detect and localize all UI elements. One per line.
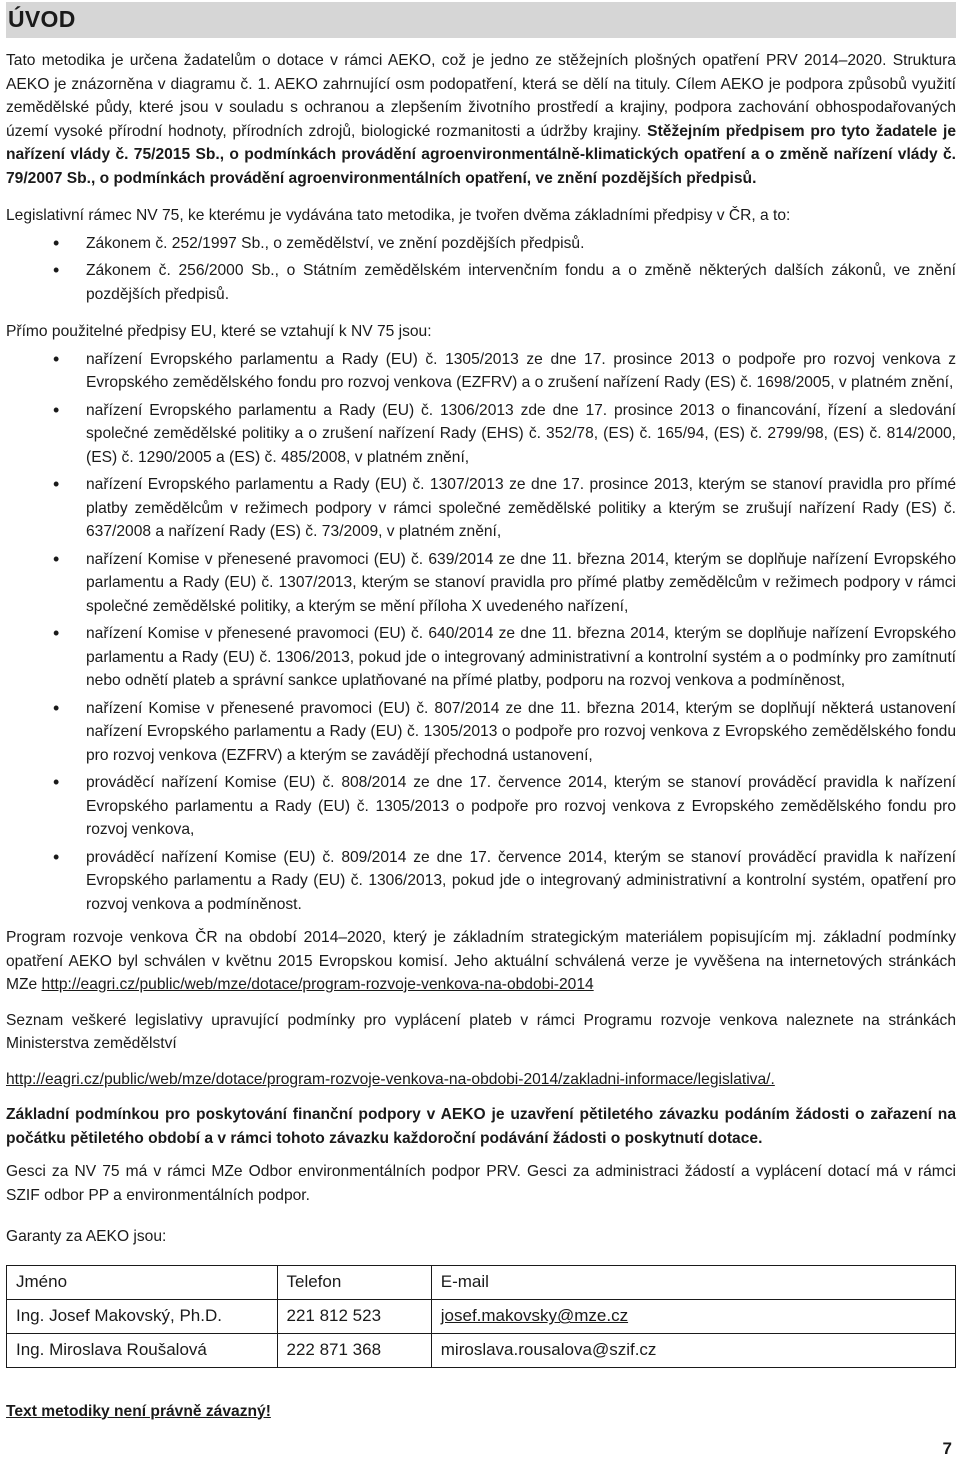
list-item: • Zákonem č. 256/2000 Sb., o Státním zemědělském intervenčním fondu a o změně některých dalších zákonů, ve znění pozdějších předpisů. — [6, 259, 956, 306]
disclaimer: Text metodiky není právně závazný! — [6, 1402, 271, 1420]
column-header-phone: Telefon — [277, 1265, 431, 1299]
guarantor-name: Ing. Josef Makovský, Ph.D. — [7, 1299, 278, 1333]
table-row — [7, 1299, 956, 1333]
intro-paragraph: Tato metodika je určena žadatelům o dotace v rámci AEKO, což je jedno ze stěžejních plošných opatření PRV 2014–2020. Struktura AEKO je znázorněna v diagramu č. 1. AEKO zahrnující osm podopatření, která se dělí na tituly. Cílem AEKO je podpora způsobů využití zemědělské půdy, které jsou v souladu s ochranou a zlepšením životního prostředí a krajiny, podpora zachování obhospodařovaných území vysoké přírodní hodnoty, přírodních zdrojů, biologické rozmanitosti a údržby krajiny. Stěžejním předpisem pro tyto žadatele je nařízení vlády č. 75/2015 Sb., o podmínkách provádění agroenvironmentálně-klimatických opatření a o změně nařízení vlády č. 79/2007 Sb., o podmínkách provádění agroenvironmentálních opatření, ve znění pozdějších předpisů. — [6, 52, 957, 187]
guarantor-email — [431, 1299, 955, 1333]
key-regulation: Stěžejním předpisem pro tyto žadatele je nařízení vlády č. 75/2015 Sb. — [6, 122, 956, 163]
table-header-row — [7, 1265, 956, 1299]
legal-intro: Legislativní rámec NV 75, ke kterému je vydávána tato metodika, je tvořen dvěma základními předpisy v ČR, a to: — [6, 207, 791, 224]
column-header-name: Jméno — [7, 1265, 278, 1299]
list-item: • prováděcí nařízení Komise (EU) č. 808/2014 ze dne 17. července 2014, kterým se stanoví prováděcí pravidla k nařízení Evropského parlamentu a Rady (EU) č. 1305/2013 o podpoře pro rozvoj venkova z Evropského zemědělského fondu pro rozvoj venkova, — [6, 771, 956, 842]
page-number: 7 — [942, 1439, 952, 1458]
list-item: • Zákonem č. 252/1997 Sb., o zemědělství, ve znění pozdějších předpisů. — [6, 232, 956, 256]
list-item: • nařízení Evropského parlamentu a Rady (EU) č. 1306/2013 zde dne 17. prosince 2013 o financování, řízení a sledování společné zemědělské politiky a o zrušení nařízení Rady (EHS) č. 352/78, (ES) č. 165/94, (ES) č. 2799/98, (ES) č. 814/2000, (ES) č. 1290/2005 a (ES) č. 485/2008, v platném znění, — [6, 399, 956, 470]
guarantor-phone: 222 871 368 — [277, 1333, 431, 1367]
legislation-paragraph: Seznam veškeré legislativy upravující podmínky pro vyplácení plateb v rámci Programu rozvoje venkova naleznete na stránkách Ministerstva zemědělství — [6, 1011, 956, 1052]
section-title-bar — [6, 2, 956, 38]
list-item: • nařízení Komise v přenesené pravomoci (EU) č. 807/2014 ze dne 11. března 2014, kterým se doplňují některá ustanovení nařízení Evropského parlamentu a Rady (EU) č. 1305/2013 o podpoře pro rozvoj venkova z Evropského zemědělského fondu pro rozvoj venkova (EZFRV) a kterým se zavádějí přechodná ustanovení, — [6, 697, 956, 768]
guarantor-email: miroslava.rousalova@szif.cz — [431, 1333, 955, 1367]
list-item: • nařízení Evropského parlamentu a Rady (EU) č. 1305/2013 ze dne 17. prosince 2013 o podpoře pro rozvoj venkova z Evropského zemědělského fondu pro rozvoj venkova (EZFRV) a o zrušení nařízení Rady (ES) č. 1698/2005, v platném znění, — [6, 348, 956, 395]
legal-list — [6, 232, 956, 307]
legislation-link-line — [6, 1068, 956, 1092]
legislation-link[interactable]: http://eagri.cz/public/web/mze/dotace/program-rozvoje-venkova-na-obdobi-2014/zakladni-informace/legislativa/. — [6, 1070, 775, 1088]
basic-condition: Základní podmínkou pro poskytování finanční podpory v AEKO je uzavření pětiletého závazku podáním žádosti o zařazení na počátku pětiletého období a v rámci tohoto závazku každoroční podávání žádosti o poskytnutí dotace. — [6, 1106, 956, 1147]
guarantors-table — [6, 1265, 956, 1368]
responsibility-paragraph: Gesci za NV 75 má v rámci MZe Odbor environmentálních podpor PRV. Gesci za administraci žádostí a vyplácení dotací má v rámci SZIF odbor PP a environmentálních podpor. — [6, 1163, 956, 1204]
list-item: • prováděcí nařízení Komise (EU) č. 809/2014 ze dne 17. července 2014, kterým se stanoví prováděcí pravidla k nařízení Evropského parlamentu a Rady (EU) č. 1306/2013, pokud jde o integrovaný administrativní a kontrolní systém, opatření pro rozvoj venkova a podmíněnost. — [6, 846, 956, 917]
column-header-email: E-mail — [431, 1265, 955, 1299]
document-page — [6, 0, 956, 1423]
section-heading: ÚVOD — [8, 6, 76, 33]
guarantors-intro: Garanty za AEKO jsou: — [6, 1228, 167, 1245]
list-item: • nařízení Komise v přenesené pravomoci (EU) č. 640/2014 ze dne 11. března 2014, kterým se doplňuje nařízení Evropského parlamentu a Rady (EU) č. 1306/2013, pokud jde o integrovaný administrativní a kontrolní systém a o podmínky pro zamítnutí nebo odnětí plateb a správní sankce uplatňované na přímé platby, podporu na rozvoj venkova a podmíněnost, — [6, 622, 956, 693]
guarantor-name: Ing. Miroslava Roušalová — [7, 1333, 278, 1367]
eu-regulation-list — [6, 348, 956, 917]
list-item: • nařízení Evropského parlamentu a Rady (EU) č. 1307/2013 ze dne 17. prosince 2013, kterým se stanoví pravidla pro přímé platby zemědělcům v režimech podpory v rámci společné zemědělské politiky a kterým se zrušují nařízení Rady (ES) č. 637/2008 a nařízení Rady (ES) č. 73/2009, v platném znění, — [6, 473, 956, 544]
program-paragraph: Program rozvoje venkova ČR na období 2014–2020, který je základním strategickým materiálem popisujícím mj. základní podmínky opatření AEKO byl schválen v květnu 2015 Evropskou komisí. Jeho aktuální schválená verze je vyvěšena na internetových stránkách MZe http://eagri.cz/public/web/mze/dotace/program-rozvoje-venkova-na-obdobi-2014 — [6, 929, 956, 993]
list-item: • nařízení Komise v přenesené pravomoci (EU) č. 639/2014 ze dne 11. března 2014, kterým se doplňuje nařízení Evropského parlamentu a Rady (EU) č. 1307/2013, kterým se stanoví pravidla pro přímé platby zemědělcům v režimech podpory v rámci společné zemědělské politiky, a kterým se mění příloha X uvedeného nařízení, — [6, 548, 956, 619]
program-link[interactable]: http://eagri.cz/public/web/mze/dotace/program-rozvoje-venkova-na-obdobi-2014 — [41, 976, 594, 993]
email-link[interactable]: josef.makovsky@mze.cz — [440, 1306, 629, 1326]
guarantor-phone: 221 812 523 — [277, 1299, 431, 1333]
eu-intro: Přímo použitelné předpisy EU, které se vztahují k NV 75 jsou: — [6, 323, 432, 340]
table-row — [7, 1333, 956, 1367]
